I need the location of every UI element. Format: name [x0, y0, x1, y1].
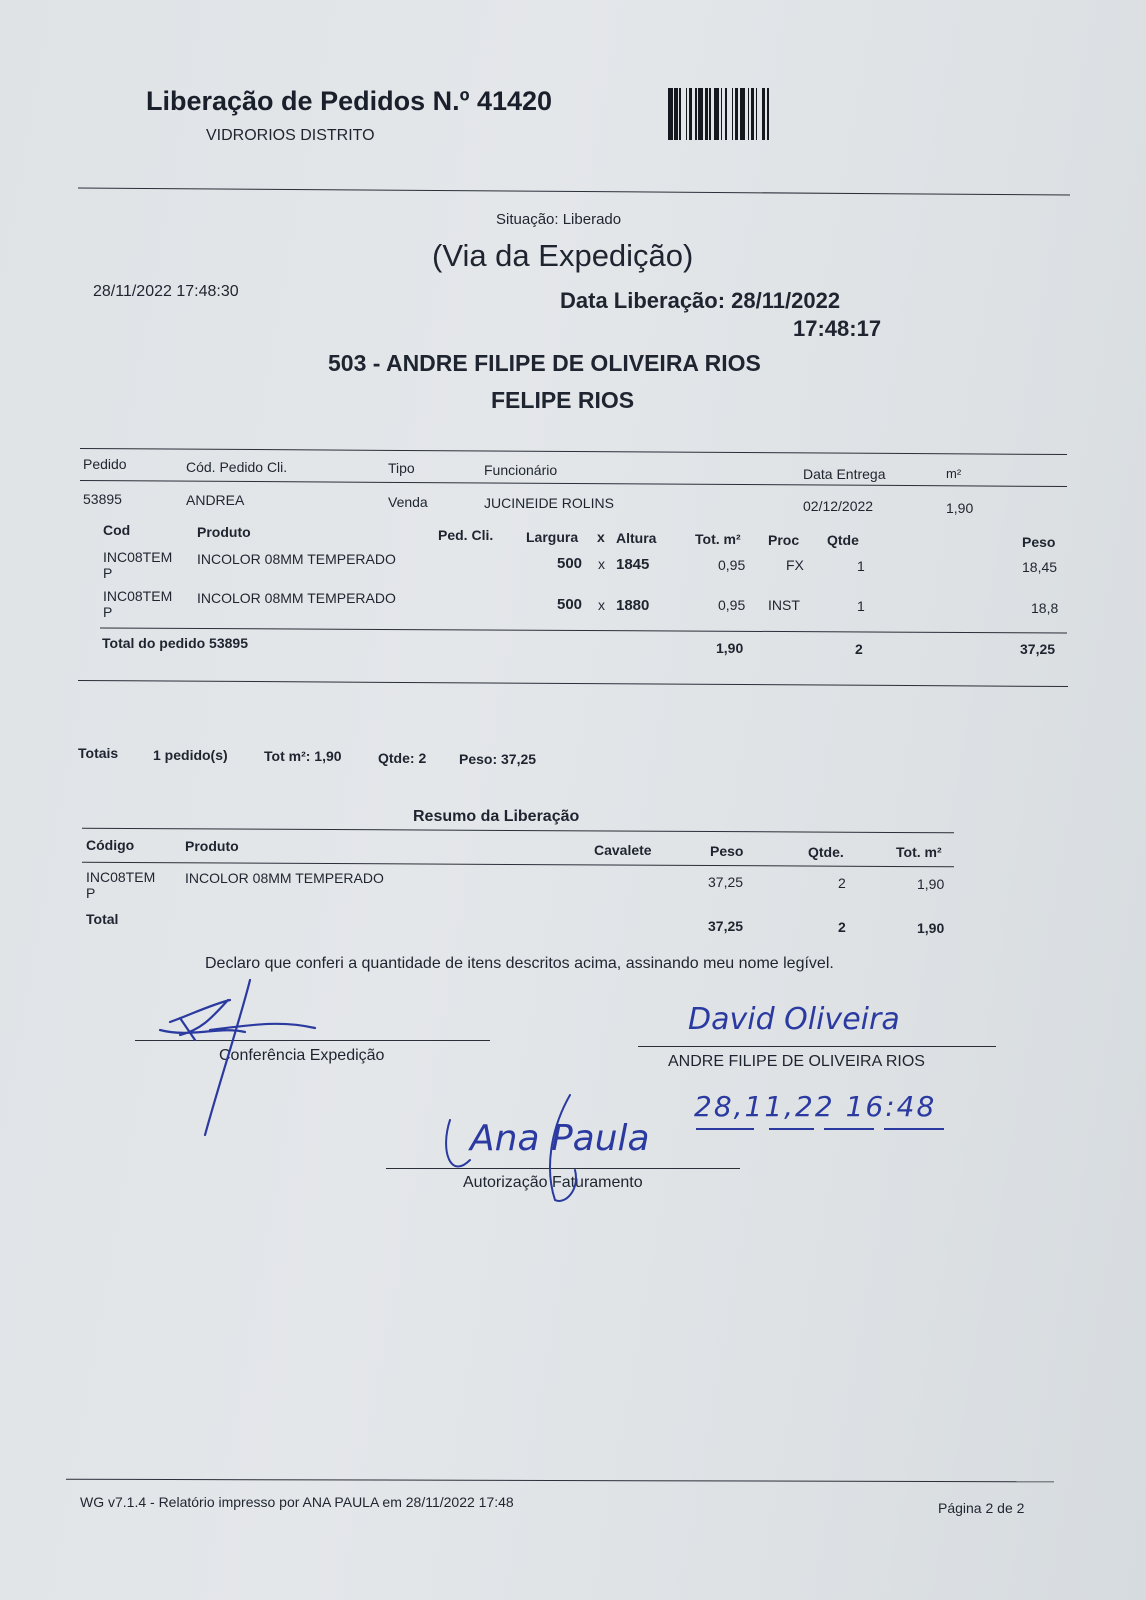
item-tot-m2: 0,95 [718, 597, 746, 613]
totais-label: Totais [78, 745, 119, 761]
items-col-ped-cli: Ped. Cli. [438, 527, 494, 543]
handwritten-datetime-underline [694, 1124, 974, 1134]
order-table-top-line [80, 448, 1067, 455]
resumo-header-line [82, 862, 954, 868]
barcode [668, 88, 844, 140]
resumo-col-peso: Peso [710, 843, 744, 859]
resumo-col-qtde: Qtde. [808, 844, 844, 860]
col-m2: m² [946, 466, 962, 481]
resumo-peso: 37,25 [708, 874, 744, 890]
item-cod: INC08TEM [103, 588, 173, 604]
resumo-total-peso: 37,25 [708, 918, 744, 934]
items-col-largura: Largura [526, 529, 579, 545]
col-data-entrega: Data Entrega [803, 466, 886, 482]
item-altura: 1845 [616, 556, 650, 573]
footer-divider [66, 1479, 1054, 1483]
resumo-cod: INC08TEM [86, 869, 156, 885]
items-total-line [100, 627, 1067, 633]
resumo-cod-cont: P [86, 885, 96, 901]
data-liberacao: Data Liberação: 28/11/2022 [560, 288, 841, 313]
item-altura: 1880 [616, 597, 650, 614]
items-col-tot-m2: Tot. m² [695, 531, 741, 547]
items-col-cod: Cod [103, 522, 131, 538]
totais-peso: Peso: 37,25 [459, 751, 537, 767]
client-name: 503 - ANDRE FILIPE DE OLIVEIRA RIOS [328, 350, 761, 376]
resumo-top-line [82, 828, 954, 834]
autorizacao-handwritten-signature: Ana Paula [470, 1118, 650, 1159]
item-produto: INCOLOR 08MM TEMPERADO [197, 590, 396, 606]
order-table-header-line [80, 480, 1067, 487]
item-tot-m2: 0,95 [718, 557, 746, 573]
order-tipo: Venda [388, 494, 428, 510]
item-proc: INST [768, 597, 800, 613]
item-cod-cont: P [103, 565, 113, 581]
autorizacao-signature-flourish [440, 1090, 680, 1210]
items-col-peso: Peso [1022, 534, 1056, 550]
items-col-produto: Produto [197, 524, 251, 540]
item-cod-cont: P [103, 604, 113, 620]
items-col-proc: Proc [768, 532, 800, 548]
resumo-tot-m2: 1,90 [917, 876, 945, 892]
print-datetime: 28/11/2022 17:48:30 [93, 283, 239, 300]
items-col-qtde: Qtde [827, 532, 859, 548]
resumo-qtde: 2 [838, 875, 846, 891]
barcode-bar [769, 88, 772, 140]
order-m2: 1,90 [946, 500, 974, 516]
resumo-col-produto: Produto [185, 838, 239, 854]
order-cod-pedido-cli: ANDREA [186, 492, 245, 508]
resumo-col-cavalete: Cavalete [594, 842, 652, 858]
item-peso: 18,45 [1022, 559, 1058, 575]
totais-tot-m2: Tot m²: 1,90 [264, 748, 342, 764]
footer-page-number: Página 2 de 2 [938, 1500, 1025, 1516]
item-qtde: 1 [857, 558, 865, 574]
item-cod: INC08TEM [103, 549, 173, 565]
items-bottom-line [78, 680, 1068, 687]
header-divider [78, 188, 1070, 196]
order-funcionario: JUCINEIDE ROLINS [484, 495, 614, 511]
order-pedido: 53895 [83, 491, 122, 507]
resumo-total-tot-m2: 1,90 [917, 920, 945, 936]
resumo-total-label: Total [86, 911, 119, 927]
resumo-col-tot-m2: Tot. m² [896, 844, 942, 860]
totais-qtde: Qtde: 2 [378, 750, 427, 766]
resumo-title: Resumo da Liberação [413, 808, 580, 825]
item-largura: 500 [557, 596, 583, 613]
item-peso: 18,8 [1031, 600, 1059, 616]
client-nickname: FELIPE RIOS [491, 387, 635, 413]
cliente-signature-line [638, 1046, 996, 1047]
autorizacao-label: Autorização Faturamento [463, 1174, 643, 1191]
declaracao-text: Declaro que conferi a quantidade de itens descritos acima, assinando meu nome legível. [205, 955, 834, 972]
resumo-col-codigo: Código [86, 837, 135, 853]
items-col-x: x [597, 529, 605, 545]
data-liberacao-time: 17:48:17 [793, 316, 882, 341]
item-proc: FX [786, 557, 804, 573]
conferencia-label: Conferência Expedição [219, 1047, 385, 1064]
col-cod-pedido-cli: Cód. Pedido Cli. [186, 459, 288, 475]
item-qtde: 1 [857, 598, 865, 614]
order-data-entrega: 02/12/2022 [803, 498, 874, 514]
item-produto: INCOLOR 08MM TEMPERADO [197, 551, 396, 567]
conferencia-signature-scribble [150, 960, 330, 1140]
cliente-handwritten-signature: David Oliveira [688, 1002, 900, 1037]
items-total-m2: 1,90 [716, 640, 744, 656]
items-total-peso: 37,25 [1020, 641, 1056, 657]
item-x: x [598, 556, 605, 572]
col-funcionario: Funcionário [484, 462, 558, 478]
company-name: VIDRORIOS DISTRITO [206, 127, 375, 144]
items-col-altura: Altura [616, 530, 657, 546]
footer-printed-by: WG v7.1.4 - Relatório impresso por ANA PAULA em 28/11/2022 17:48 [80, 1494, 514, 1510]
situacao-label: Situação: Liberado [496, 211, 622, 228]
handwritten-datetime: 28,11,22 16:48 [694, 1090, 937, 1123]
col-pedido: Pedido [83, 456, 127, 472]
resumo-produto: INCOLOR 08MM TEMPERADO [185, 870, 384, 886]
item-largura: 500 [557, 555, 583, 572]
items-total-label: Total do pedido 53895 [102, 635, 248, 651]
document-title: Liberação de Pedidos N.º 41420 [146, 86, 553, 116]
col-tipo: Tipo [388, 460, 415, 476]
via-label: (Via da Expedição) [432, 238, 694, 273]
item-x: x [598, 597, 605, 613]
items-total-qtde: 2 [855, 641, 863, 657]
totais-pedidos: 1 pedido(s) [153, 747, 228, 763]
cliente-name-label: ANDRE FILIPE DE OLIVEIRA RIOS [668, 1053, 925, 1070]
resumo-total-qtde: 2 [838, 919, 846, 935]
